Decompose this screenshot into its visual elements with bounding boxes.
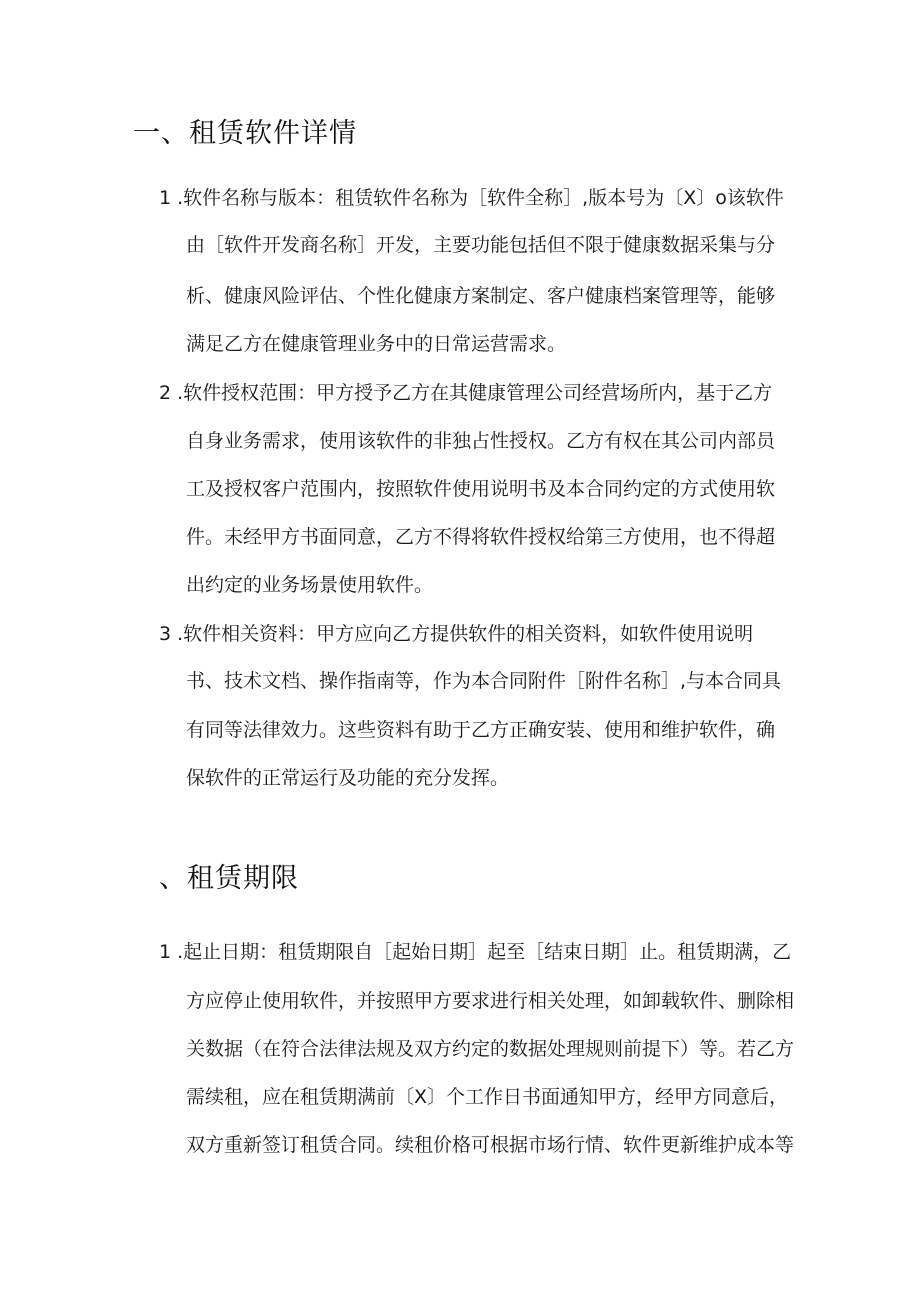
paragraph-line: 保软件的正常运行及功能的充分发挥。 (186, 767, 510, 789)
paragraph-line: 有同等法律效力。这些资料有助于乙方正确安装、使用和维护软件，确 (186, 719, 776, 741)
paragraph-line: 自身业务需求，使用该软件的非独占性授权。乙方有权在其公司内部员 (186, 430, 776, 452)
paragraph-line: 析、健康风险评估、个性化健康方案制定、客户健康档案管理等，能够 (186, 285, 776, 307)
section-heading-rental-term: 、租赁期限 (159, 863, 299, 894)
paragraph-line: 方应停止使用软件，并按照甲方要求进行相关处理，如卸载软件、删除相 (186, 990, 795, 1012)
paragraph-line: 双方重新签订租赁合同。续租价格可根据市场行情、软件更新维护成本等 (186, 1134, 795, 1156)
paragraph-line: 1 .起止日期：租赁期限自［起始日期］起至［结束日期］止。租赁期满，乙 (159, 941, 792, 963)
paragraph-line: 件。未经甲方书面同意，乙方不得将软件授权给第三方使用，也不得超 (186, 526, 776, 548)
paragraph-line: 2 .软件授权范围：甲方授予乙方在其健康管理公司经营场所内，基于乙方 (159, 382, 773, 404)
paragraph-line: 由［软件开发商名称］开发，主要功能包括但不限于健康数据采集与分 (186, 234, 776, 256)
paragraph-line: 工及授权客户范围内，按照软件使用说明书及本合同约定的方式使用软 (186, 478, 776, 500)
section-heading-rental-software-details: 一、租赁软件详情 (133, 118, 357, 149)
paragraph-line: 3 .软件相关资料：甲方应向乙方提供软件的相关资料，如软件使用说明 (159, 623, 754, 645)
paragraph-line: 关数据（在符合法律法规及双方约定的数据处理规则前提下）等。若乙方 (186, 1038, 795, 1060)
paragraph-line: 满足乙方在健康管理业务中的日常运营需求。 (186, 333, 567, 355)
paragraph-line: 1 .软件名称与版本：租赁软件名称为［软件全称］,版本号为〔X〕o该软件 (159, 187, 784, 209)
paragraph-line: 出约定的业务场景使用软件。 (186, 574, 434, 596)
paragraph-line: 书、技术文档、操作指南等，作为本合同附件［附件名称］,与本合同具 (186, 670, 782, 692)
paragraph-line: 需续租，应在租赁期满前〔X〕个工作日书面通知甲方，经甲方同意后， (186, 1086, 789, 1108)
